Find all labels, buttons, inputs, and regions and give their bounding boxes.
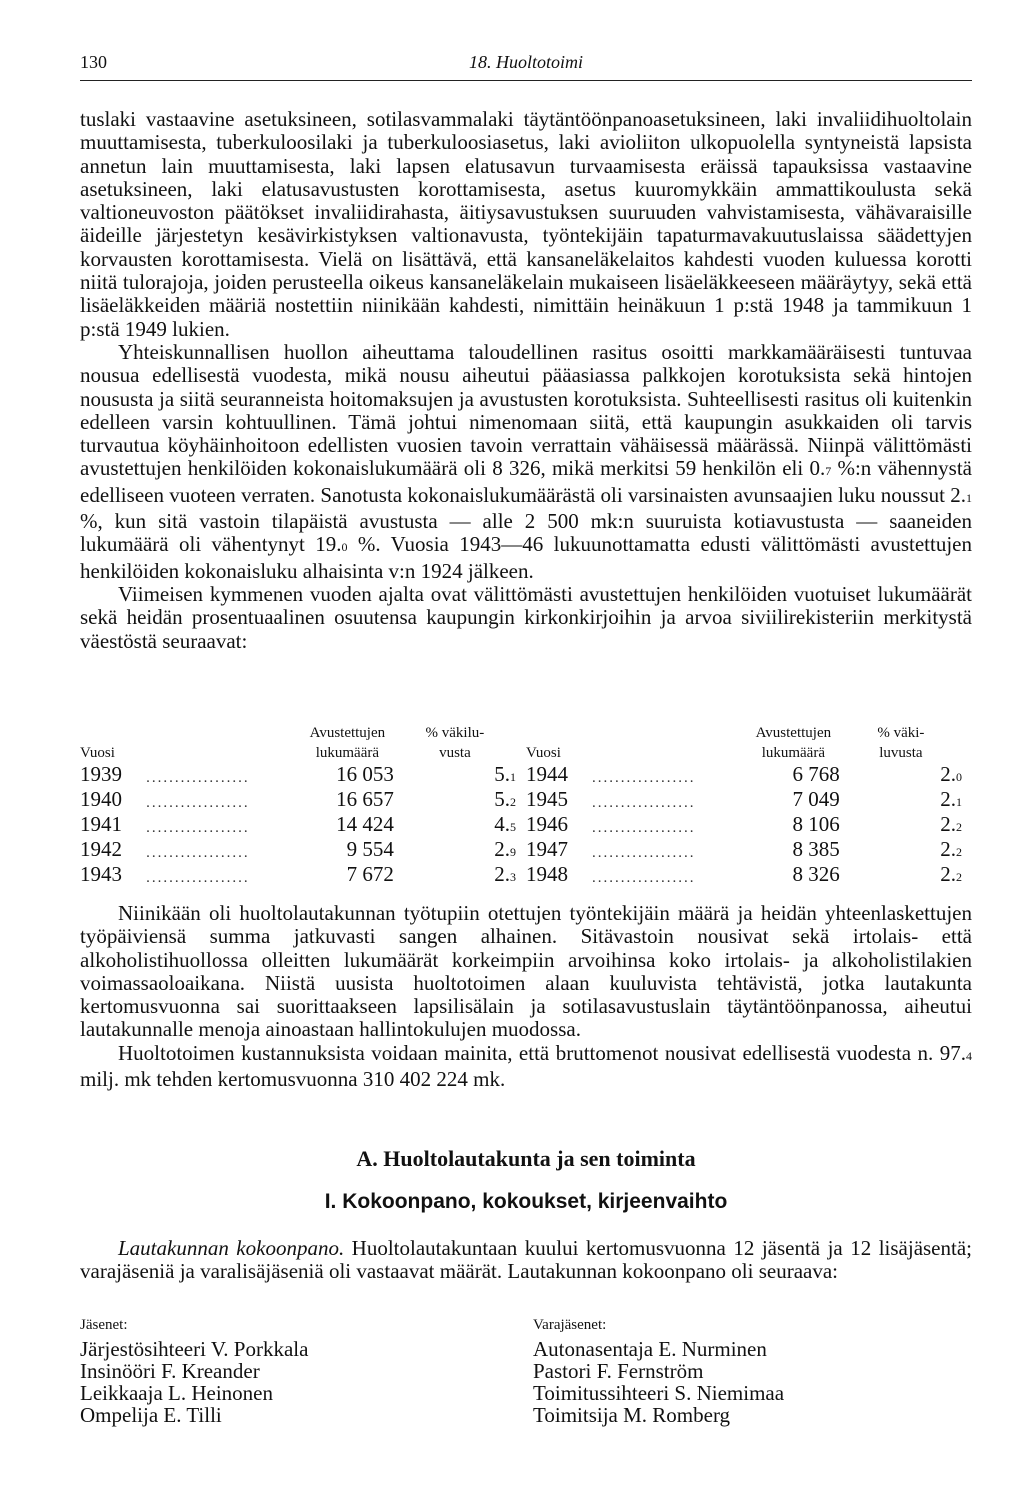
- pct-header: vusta: [439, 745, 471, 761]
- members-label: Jäsenet:: [80, 1317, 128, 1333]
- intro-text: [80, 108, 972, 653]
- deputy-members-label: Varajäsenet:: [533, 1317, 607, 1333]
- pct-header: % väki-: [877, 725, 925, 741]
- year-header: Vuosi: [525, 745, 561, 761]
- count-header: lukumäärä: [315, 745, 380, 761]
- pct-header: luvusta: [879, 745, 923, 761]
- year-header: Vuosi: [80, 745, 115, 761]
- list-item: Leikkaaja L. Heinonen: [80, 1381, 273, 1405]
- page-header: [80, 50, 972, 81]
- composition-text: [80, 1237, 972, 1284]
- pct-header: % väkilu-: [425, 725, 485, 741]
- table-header-row-2: [80, 742, 972, 762]
- list-item: Autonasentaja E. Nurminen: [533, 1337, 767, 1361]
- table-row: 1939 .................. 16 053 5.1 1944 .................. 6 768 2.0: [80, 762, 962, 786]
- page-number: 130: [80, 52, 107, 72]
- table-row: 1941 .................. 14 424 4.5 1946 .................. 8 106 2.2: [80, 812, 962, 836]
- paragraph-5: Huoltotoimen kustannuksista voidaan mainita, että bruttomenot nousivat edellisestä vuodesta n. 97.4 milj. mk tehden kertomusvuonna 310 402 224 mk.: [80, 1040, 972, 1092]
- list-item: Ompelija E. Tilli: [80, 1403, 222, 1427]
- deputy-members-list: [533, 1314, 784, 1426]
- section-heading: A. Huoltolautakunta ja sen toiminta: [356, 1146, 696, 1171]
- table-row: 1940 .................. 16 657 5.2 1945 .................. 7 049 2.1: [80, 787, 962, 811]
- assisted-persons-table: [80, 722, 972, 887]
- list-item: Pastori F. Fernström: [533, 1359, 704, 1383]
- table-row: 1942 .................. 9 554 2.9 1947 .................. 8 385 2.2: [80, 837, 962, 861]
- subsection-heading: I. Kokoonpano, kokoukset, kirjeenvaihto: [324, 1190, 728, 1213]
- list-item: Insinööri F. Kreander: [80, 1359, 260, 1383]
- lead-phrase: Lautakunnan kokoonpano.: [118, 1236, 345, 1260]
- count-header: Avustettujen: [755, 725, 832, 741]
- list-item: Järjestösihteeri V. Porkkala: [80, 1337, 309, 1361]
- running-title: 18. Huoltotoimi: [468, 52, 583, 72]
- paragraph-4: Niinikään oli huoltolautakunnan työtupiin otettujen työntekijäin määrä ja heidän yhteenlaskettujen työpäiviensä summa jatkuvasti sangen alhainen. Sitävastoin nousivat sekä irtolais- että alkoholistihuollossa olleitten lukumäärät korkeimpiin arvoihinsa koko irtolais- ja alkoholistilakien voimassaoloaikana. Niistä uusista huoltotoimen alaan kuuluvista tehtävistä, jotka lautakunta kertomusvuonna sai suorittaakseen lapsilisälain ja sotilasavustuslain täytäntöönpanossa, aiheutui lautakunnalle menoja ainoastaan hallintokulujen muodossa.: [80, 901, 972, 1042]
- paragraph-1: tuslaki vastaavine asetuksineen, sotilasvammalaki täytäntöönpanoasetuksineen, laki invaliidihuoltolain muuttamisesta, tuberkuloosilaki ja tuberkuloosiasetus, laki avioliiton ulkopuolella syntyneistä lapsista annetun lain muuttamisesta, laki lapsen elatusavun turvaamisesta eräissä tapauksissa vastaavine asetuksineen, laki elatusavustusten korottamisesta, asetus kuuromykkäin ammattikoulusta sekä valtioneuvoston päätökset invaliidirahasta, äitiysavustuksen suuruuden vahvistamisesta, vähävaraisille äideille järjestetyn kesävirkistyksen valtionavusta, työntekijäin tapaturmavakuutuslaissa säädettyjen korvausten korottamisesta. Vielä on lisättävä, että kansaneläkelaitos kahdesti vuoden kuluessa korotti niitä tulorajoja, joiden perusteella oikeus kansaneläkelain mukaiseen lisäeläkkeeseen määräytyy, sekä että lisäeläkkeiden määriä nostettiin niinikään kahdesti, nimittäin heinäkuun 1 p:stä 1948 ja tammikuun 1 p:stä 1949 lukien.: [80, 107, 972, 341]
- paragraph-6: Lautakunnan kokoonpano. Huoltolautakuntaan kuului kertomusvuonna 12 jäsentä ja 12 lisäjäsentä; varajäseniä ja varalisäjäseniä oli vastaavat määrät. Lautakunnan kokoonpano oli seuraava:: [80, 1236, 972, 1284]
- count-header: Avustettujen: [309, 725, 386, 741]
- paragraph-3: Viimeisen kymmenen vuoden ajalta ovat välittömästi avustettujen henkilöiden vuotuiset lukumäärät sekä heidän prosentuaalinen osuutensa kaupungin kirkonkirjoihin ja arvoa siviilirekisteriin merkitystä väestöstä seuraavat:: [80, 581, 972, 653]
- members-list: [80, 1314, 308, 1426]
- list-item: Toimitsija M. Romberg: [533, 1403, 731, 1427]
- table-row: 1943 .................. 7 672 2.3 1948 .................. 8 326 2.2: [80, 862, 962, 886]
- list-item: Toimitussihteeri S. Niemimaa: [533, 1381, 785, 1405]
- table-header-row-1: [80, 722, 972, 742]
- after-table-text: [80, 902, 972, 1091]
- count-header: lukumäärä: [761, 745, 825, 761]
- paragraph-2: Yhteiskunnallisen huollon aiheuttama taloudellinen rasitus osoitti markkamääräisesti tuntuvaa nousua edellisestä vuodesta, mikä nousu aiheutui pääasiassa palkkojen korotuksista sekä hintojen noususta ja siitä seuranneista hoitomaksujen ja avustusten korotuksista. Suhteellisesti rasitus oli kuitenkin edelleen varsin kohtuullinen. Tämä johtui nimenomaan siitä, että kaupungin asukkaiden oli tarvis turvautua köyhäinhoitoon edellisten vuosien tavoin verrattain vähäisessä määrässä. Niinpä välittömästi avustettujen henkilöiden kokonaislukumäärä oli 8 326, mikä merkitsi 59 henkilön eli 0.7 %:n vähennystä edelliseen vuoteen verraten. Sanotusta kokonaislukumäärästä oli varsinaisten avunsaajien luku noussut 2.1 %, kun sitä vastoin tilapäistä avustusta — alle 2 500 mk:n suuruista kotiavustusta — saaneiden lukumäärä oli vähentynyt 19.0 %. Vuosia 1943—46 lukuunottamatta edusti välittömästi avustettujen henkilöiden kokonaisluku alhaisinta v:n 1924 jälkeen.: [80, 339, 973, 583]
